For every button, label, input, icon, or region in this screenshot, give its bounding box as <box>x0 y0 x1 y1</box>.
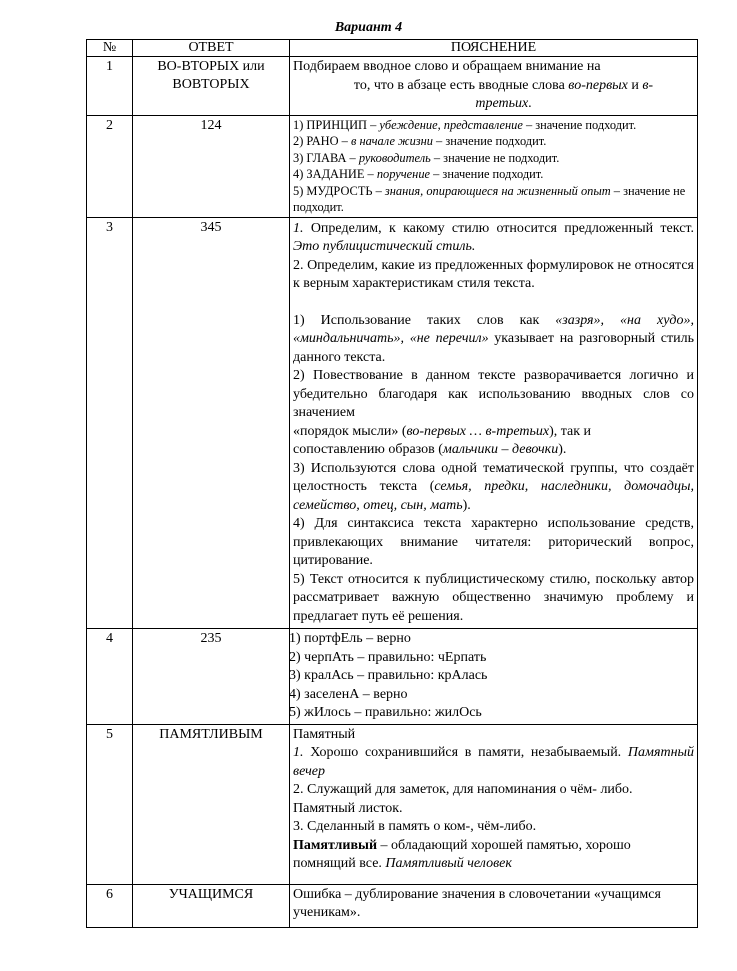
explanation-paragraph: 2. Служащий для заметок, для напоминания о чём- либо. Памятный листок. <box>293 782 633 816</box>
header-num: № <box>87 40 133 57</box>
row-num: 2 <box>87 115 133 217</box>
explanation-line: третьих. <box>475 96 532 111</box>
explanation-paragraph: 2) Повествование в данном тексте разворачивается логично и убедительно благодаря как использованию вводных слов со значением <box>293 368 694 420</box>
explanation-paragraph: сопоставлению образов (мальчики – девочки). <box>293 442 567 457</box>
list-item: 4) ЗАДАНИЕ – поручение – значение подходит. <box>293 167 544 181</box>
header-explanation: ПОЯСНЕНИЕ <box>290 40 698 57</box>
row-num: 4 <box>87 629 133 725</box>
row-explanation <box>290 217 698 629</box>
row-num: 6 <box>87 884 133 927</box>
explanation-line: Подбираем вводное слово и обращаем внимание на <box>293 59 601 74</box>
header-answer: ОТВЕТ <box>133 40 290 57</box>
list-item: 1) портфЕль – верно <box>289 631 411 646</box>
row-num: 5 <box>87 724 133 884</box>
explanation-paragraph: Памятный <box>293 726 356 742</box>
row-num: 3 <box>87 217 133 629</box>
row-answer: ПАМЯТЛИВЫМ <box>133 724 290 884</box>
explanation-paragraph: 1) Использование таких слов как «зазря», «на худо», «миндальничать», «не перечил» указывает на разговорный стиль данного текста. <box>293 312 695 365</box>
table-header-row <box>87 40 698 57</box>
list-item: 2) РАНО – в начале жизни – значение подходит. <box>293 134 547 148</box>
page-title: Вариант 4 <box>334 20 403 35</box>
table-row <box>87 115 698 217</box>
answer-line: ВО-ВТОРЫХ или <box>157 59 265 74</box>
row-explanation <box>290 724 698 884</box>
explanation-paragraph: 3. Сделанный в память о ком-, чём-либо. <box>293 819 537 834</box>
row-explanation <box>290 57 698 116</box>
table-row <box>87 724 698 884</box>
explanation-paragraph: 1. Определим, к какому стилю относится предложенный текст. Это публицистический стиль. <box>293 220 694 254</box>
row-explanation <box>290 115 698 217</box>
table-row <box>87 57 698 116</box>
explanation-paragraph: «порядок мысли» (во-первых … в-третьих), так и <box>293 423 592 439</box>
row-explanation <box>290 629 698 725</box>
table-row <box>87 217 698 629</box>
answers-table <box>86 39 698 928</box>
table-row <box>87 629 698 725</box>
list-item: 3) ГЛАВА – руководитель – значение не подходит. <box>293 150 560 165</box>
explanation-paragraph: 4) Для синтаксиса текста характерно использование средств, привлекающих внимание читателя: риторический вопрос, цитирование. <box>293 516 694 568</box>
row-answer: 345 <box>133 217 290 629</box>
list-item: 5) МУДРОСТЬ – знания, опирающиеся на жизненный опыт – значение не подходит. <box>293 183 686 214</box>
list-item: 4) заселенА – верно <box>289 686 408 702</box>
row-answer <box>133 57 290 116</box>
row-explanation: Ошибка – дублирование значения в словочетании «учащимся ученикам». <box>290 884 698 927</box>
row-answer: УЧАЩИМСЯ <box>133 884 290 927</box>
table-row <box>87 884 698 927</box>
row-num: 1 <box>87 57 133 116</box>
list-item: 2) черпАть – правильно: чЕрпать <box>289 649 487 665</box>
explanation-paragraph: 1. Хорошо сохранившийся в памяти, незабываемый. Памятный вечер <box>293 745 694 779</box>
explanation-line: то, что в абзаце есть вводные слова во-первых и в- <box>353 77 654 93</box>
explanation-paragraph: 3) Используются слова одной тематической группы, что создаёт целостность текста (семья, предки, наследники, домочадцы, семейство, отец, сын, мать). <box>293 460 694 513</box>
row-answer: 235 <box>133 629 290 725</box>
explanation-paragraph: 5) Текст относится к публицистическому стилю, поскольку автор рассматривает важную общественно значимую проблему и предлагает путь её решения. <box>293 571 694 624</box>
explanation-paragraph: Памятливый – обладающий хорошей памятью, хорошо помнящий все. Памятливый человек <box>293 837 631 871</box>
explanation-paragraph: 2. Определим, какие из предложенных формулировок не относятся к верным характеристикам стиля текста. <box>293 257 694 291</box>
row-answer: 124 <box>133 115 290 217</box>
answer-line: ВОВТОРЫХ <box>172 77 250 92</box>
list-item: 1) ПРИНЦИП – убеждение, представление – значение подходит. <box>293 117 637 132</box>
list-item: 3) кралАсь – правильно: крАлась <box>289 668 488 683</box>
list-item: 5) жИлось – правильно: жилОсь <box>289 705 482 720</box>
